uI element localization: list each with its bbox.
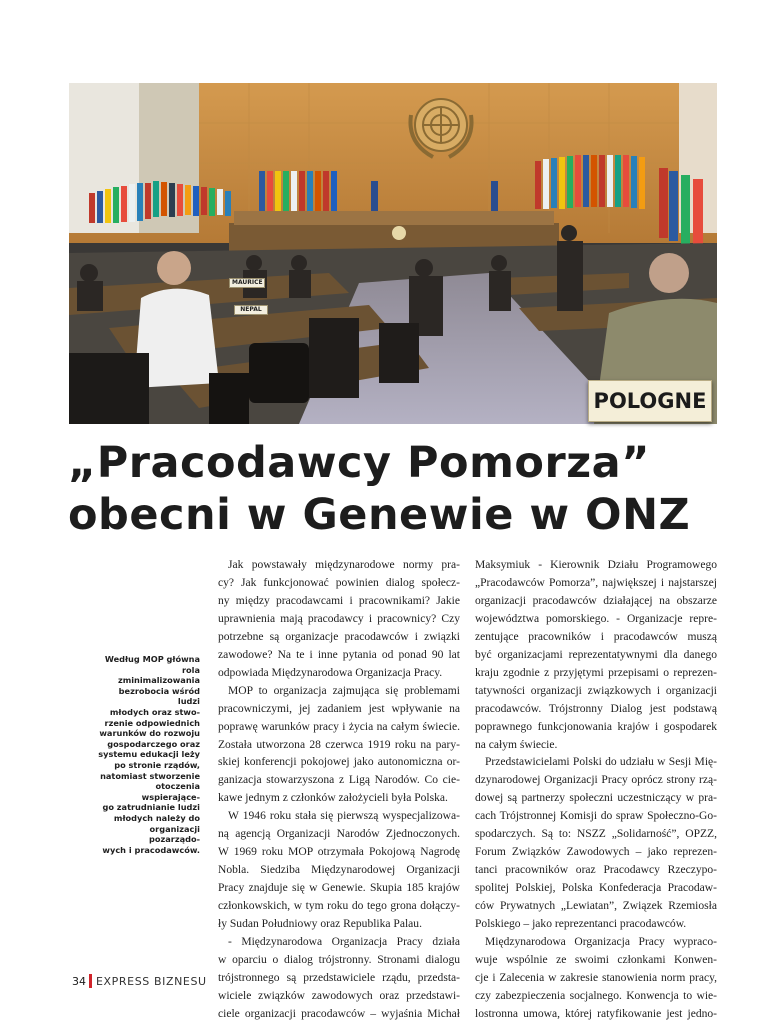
body-column-1 (218, 557, 460, 1024)
text-line: tanci pracowników oraz Pracodawcy Rzeczypo- (475, 864, 717, 877)
text-line: tatywności organizacji związkowych i organizacji (475, 684, 717, 697)
text-line: ły Sudan Południowy oraz Republika Palau. (218, 918, 422, 931)
text-line: kraju zgodnie z przyjętymi przepisami o reprezen- (475, 666, 717, 679)
paragraph (218, 808, 460, 934)
pullquote-line: młodych należy do (113, 812, 200, 823)
paragraph (475, 754, 717, 934)
hero-photo (69, 83, 717, 424)
text-line: W 1946 roku stała się pierwszą wyspecjalizowa- (228, 810, 460, 823)
text-line: Maksymiuk - Kierownik Działu Programowego (475, 559, 717, 571)
text-line: ciele organizacji pracodawców – wyjaśnia Michał (218, 1007, 460, 1020)
text-line: być organizacjami reprezentatywnymi dla danego (475, 648, 717, 661)
pullquote-line: natomiast stworzenie (100, 770, 200, 781)
text-line: Polskiego – jako reprezentanci pracodawców. (475, 918, 687, 931)
headline-line-2: obecni w Genewie w ONZ (68, 490, 691, 540)
text-line: dowej są partnerzy społeczni uczestniczący w pra- (475, 792, 717, 805)
text-line: odpowiada Międzynarodowa Organizacja Pracy. (218, 666, 443, 679)
text-line: cach Trójstronnej Komisji do spraw Społeczno-Go- (475, 810, 717, 823)
text-line: potrzebne są organizacje pracodawców i związki (218, 630, 460, 643)
text-line: zawodowe? Na te i inne pytania od ponad 90 lat (218, 648, 460, 661)
headline-line-1: „Pracodawcy Pomorza” (68, 438, 650, 488)
nepal-nameplate: NEPAL (234, 305, 268, 315)
text-line: członkowskich, w tym roku do tego grona dołączy- (218, 900, 460, 913)
text-line: ganizacja stowarzyszona z Ligą Narodów. Co cie- (218, 774, 460, 787)
pullquote-line: systemu edukacji leży (98, 749, 200, 760)
maurice-nameplate: MAURICE (229, 278, 265, 288)
text-line: organizacji pracodawców działającej na obszarze (475, 594, 717, 607)
text-line: Została utworzona 28 czerwca 1919 roku na pary- (218, 738, 460, 751)
paragraph (218, 683, 460, 809)
pullquote-line: bezrobocia wśród ludzi (118, 685, 200, 707)
text-line: uprawnienia mają pracodawcy i pracownicy? Czy (218, 612, 460, 625)
text-line: Jak powstawały międzynarodowe normy pra- (228, 559, 460, 571)
pullquote-line: rzenie odpowiednich (104, 717, 200, 728)
text-line: kawe jednym z członków założycieli była Polska. (218, 792, 448, 805)
pullquote-line: po stronie rządów, (114, 759, 200, 770)
text-line: cy? Jak funkcjonować powinien dialog społecz- (218, 576, 460, 589)
text-line: czy zabezpieczenia socjalnego. Konwencja to wie- (475, 989, 717, 1002)
text-line: wiciele związków zawodowych oraz przedstawi- (218, 989, 460, 1002)
text-line: „Pracodawców Pomorza”, największej i najstarszej (475, 576, 717, 589)
text-line: W 1969 roku MOP otrzymała Pokojową Nagrodę (218, 846, 460, 859)
text-line: pracowniczymi, jej zadaniem jest wpływanie na (218, 702, 460, 715)
pologne-nameplate: POLOGNE (588, 380, 712, 422)
text-line: pracodawców. Trójstronny Dialog jest podstawą (475, 702, 717, 715)
page-footer (72, 974, 207, 988)
pullquote-line: rola zminimalizowania (117, 664, 200, 686)
text-line: lostronna umowa, której ratyfikowanie jest jedno- (475, 1007, 717, 1020)
pullquote-line: warunków do rozwoju (99, 728, 200, 739)
text-line: - Międzynarodowa Organizacja Pracy działa (228, 936, 460, 949)
text-line: spodarczych. Są to: NSZZ „Solidarność”, OPZZ, (475, 828, 717, 841)
text-line: Nobla. Siedziba Międzynarodowej Organizacji (218, 864, 460, 877)
text-line: Międzynarodowa Organizacja Pracy wypraco- (485, 936, 717, 949)
text-line: Pracy znajduje się w Genewie. Skupia 185 krajów (218, 882, 460, 895)
text-line: zentujące pracowników i pracodawców muszą (475, 630, 717, 643)
pullquote-line: go zatrudnianie ludzi (102, 802, 200, 813)
magazine-name: EXPRESS BIZNESU (96, 975, 207, 988)
text-line: Przedstawicielami Polski do udziału w Sesji Mię- (485, 756, 717, 769)
text-line: dzynarodowej Organizacji Pracy oprócz strony rzą- (475, 774, 717, 787)
pullquote-line: Według MOP główna (104, 654, 200, 664)
text-line: ną agencją Organizacji Narodów Zjednoczonych. (218, 828, 460, 841)
text-line: spolitej Polskiej, Polska Konfederacja Pracodaw- (475, 882, 717, 895)
pullquote-line: otoczenia wspierające- (141, 781, 200, 802)
text-line: na całym świecie. (475, 738, 558, 751)
text-line: ny między pracodawcami i pracownikami? Jakie (218, 594, 460, 607)
paragraph (475, 934, 717, 1024)
text-line: skiej konferencji pokojowej jako autonomiczna or- (218, 756, 460, 769)
text-line: trójstronnego są przedstawiciele rządu, przedsta- (218, 971, 460, 984)
paragraph (475, 557, 717, 754)
pullquote-line: gospodarczego oraz (107, 738, 200, 749)
sidebar-pullquote (98, 654, 200, 855)
text-line: MOP to organizacja zajmująca się problemami (228, 684, 460, 697)
paragraph (218, 557, 460, 683)
article-headline (68, 437, 728, 541)
text-line: poprawę warunków pracy i życia na całym świecie. (218, 720, 460, 733)
text-line: województwa pomorskiego. - Organizacje repre- (475, 612, 717, 625)
text-line: poprawnego funkcjonowania krajów i gospodarek (475, 720, 717, 733)
pullquote-line: młodych oraz stwo- (109, 706, 200, 717)
text-line: w oparciu o dialog trójstronny. Stronami dialogu (218, 953, 460, 966)
assembly-hall-illustration (69, 83, 717, 424)
paragraph (218, 934, 460, 1024)
text-line: Forum Związków Zawodowych – jako reprezen- (475, 846, 717, 859)
text-line: ców Prywatnych „Lewiatan”, Związek Rzemiosła (475, 900, 717, 913)
text-line: cje i Zalecenia w zakresie stanowienia norm pracy, (475, 971, 717, 984)
text-line: wuje wspólnie ze swoimi członkami Konwen- (475, 953, 717, 966)
page-number: 34 (72, 975, 86, 988)
body-column-2 (475, 557, 717, 1024)
folio-divider (89, 974, 92, 988)
pullquote-line: wych i pracodawców. (102, 844, 200, 855)
pullquote-line: organizacji pozarządo- (149, 823, 200, 845)
